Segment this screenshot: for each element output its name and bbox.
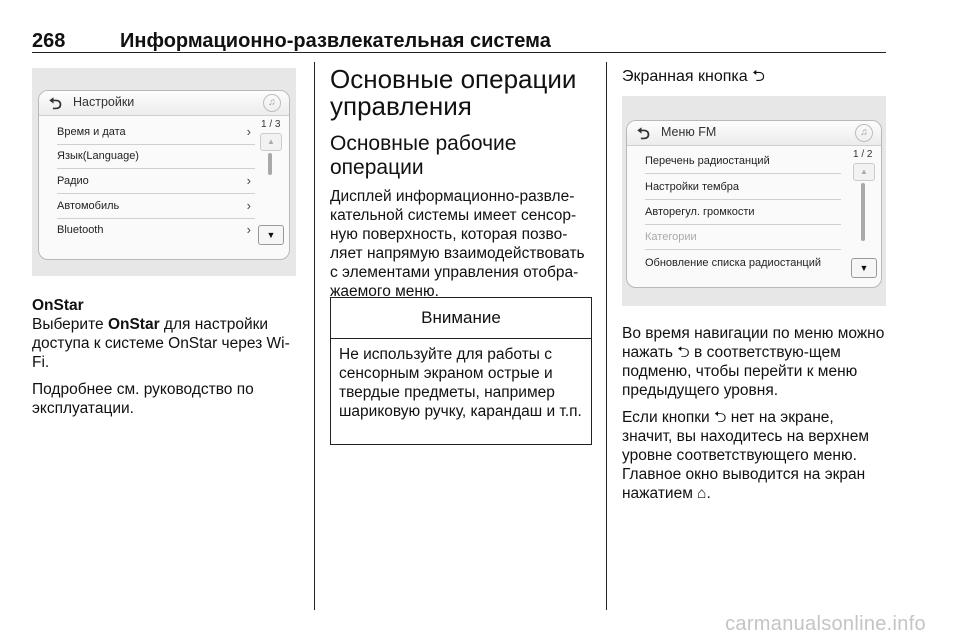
page-header	[32, 30, 886, 53]
back-arrow-icon: ⮌	[49, 96, 62, 113]
top-level-paragraph: Если кнопки ⮌ нет на экране, значит, вы находитесь на верхнем уровне соответствующего меню. Главное окно выводится на экран нажатием ⌂.	[622, 409, 869, 502]
screen-button-heading: Экранная кнопка ⮌	[622, 68, 765, 85]
screen-title: Меню FM	[661, 125, 717, 139]
watermark: carmanualsonline.info	[725, 613, 926, 635]
notice-box	[330, 297, 592, 445]
menu-item: Автомобиль ›	[57, 194, 255, 219]
column-divider	[314, 62, 315, 610]
music-note-icon: ♫	[855, 124, 873, 142]
page-number: 268	[32, 30, 66, 52]
notice-title: Внимание	[331, 298, 591, 339]
scrollbar	[268, 153, 272, 175]
back-arrow-icon: ⮌	[637, 126, 650, 143]
display-description: Дисплей информационно-развле-кательной системы имеет сенсор-ную поверхность, которая позво-ляет напрямую взаимодействовать с элементами управления отобра-жаемого меню.	[330, 188, 585, 300]
page-title: Информационно-развлекательная система	[120, 30, 551, 52]
scroll-up-icon: ▲	[853, 163, 875, 181]
scroll-down-icon: ▼	[851, 258, 877, 278]
back-button-paragraph: Во время навигации по меню можно нажать ⮌ в соответствую-щем подменю, чтобы перейти к меню предыдущего уровня.	[622, 325, 885, 399]
right-column-text	[622, 324, 888, 511]
scrollbar	[861, 183, 865, 241]
music-note-icon: ♫	[263, 94, 281, 112]
menu-item: Обновление списка радиостанций	[645, 257, 822, 269]
screen-title: Настройки	[73, 95, 135, 109]
notice-text: Не используйте для работы с сенсорным экраном острые и твердые предметы, например шариковую ручку, карандаш и т.п.	[339, 346, 582, 420]
onstar-paragraph: Выберите OnStar для настройки доступа к системе OnStar через Wi-Fi.	[32, 316, 290, 371]
column-divider	[606, 62, 607, 610]
menu-item-disabled: Категории	[645, 225, 841, 250]
onstar-heading: OnStar	[32, 297, 84, 314]
menu-item: Перечень радиостанций	[645, 149, 841, 174]
page-indicator: 1 / 2	[853, 149, 873, 160]
scroll-up-icon: ▲	[260, 133, 282, 151]
section-heading: Основные операции управления	[330, 64, 577, 121]
menu-item: Язык(Language)	[57, 144, 255, 169]
page-indicator: 1 / 3	[261, 119, 281, 130]
menu-item: Авторегул. громкости	[645, 200, 841, 225]
fm-menu-screen-figure	[622, 96, 886, 306]
subsection-heading: Основные рабочие операции	[330, 132, 517, 179]
scroll-down-icon: ▼	[258, 225, 284, 245]
menu-item: Радио ›	[57, 169, 255, 194]
menu-item: Bluetooth ›	[57, 222, 251, 237]
settings-screen-figure	[32, 68, 296, 276]
menu-item: Время и дата ›	[57, 120, 255, 145]
manual-reference-paragraph: Подробнее см. руководство по эксплуатации.	[32, 381, 254, 417]
left-column-text	[32, 296, 294, 426]
menu-item: Настройки тембра	[645, 175, 841, 200]
